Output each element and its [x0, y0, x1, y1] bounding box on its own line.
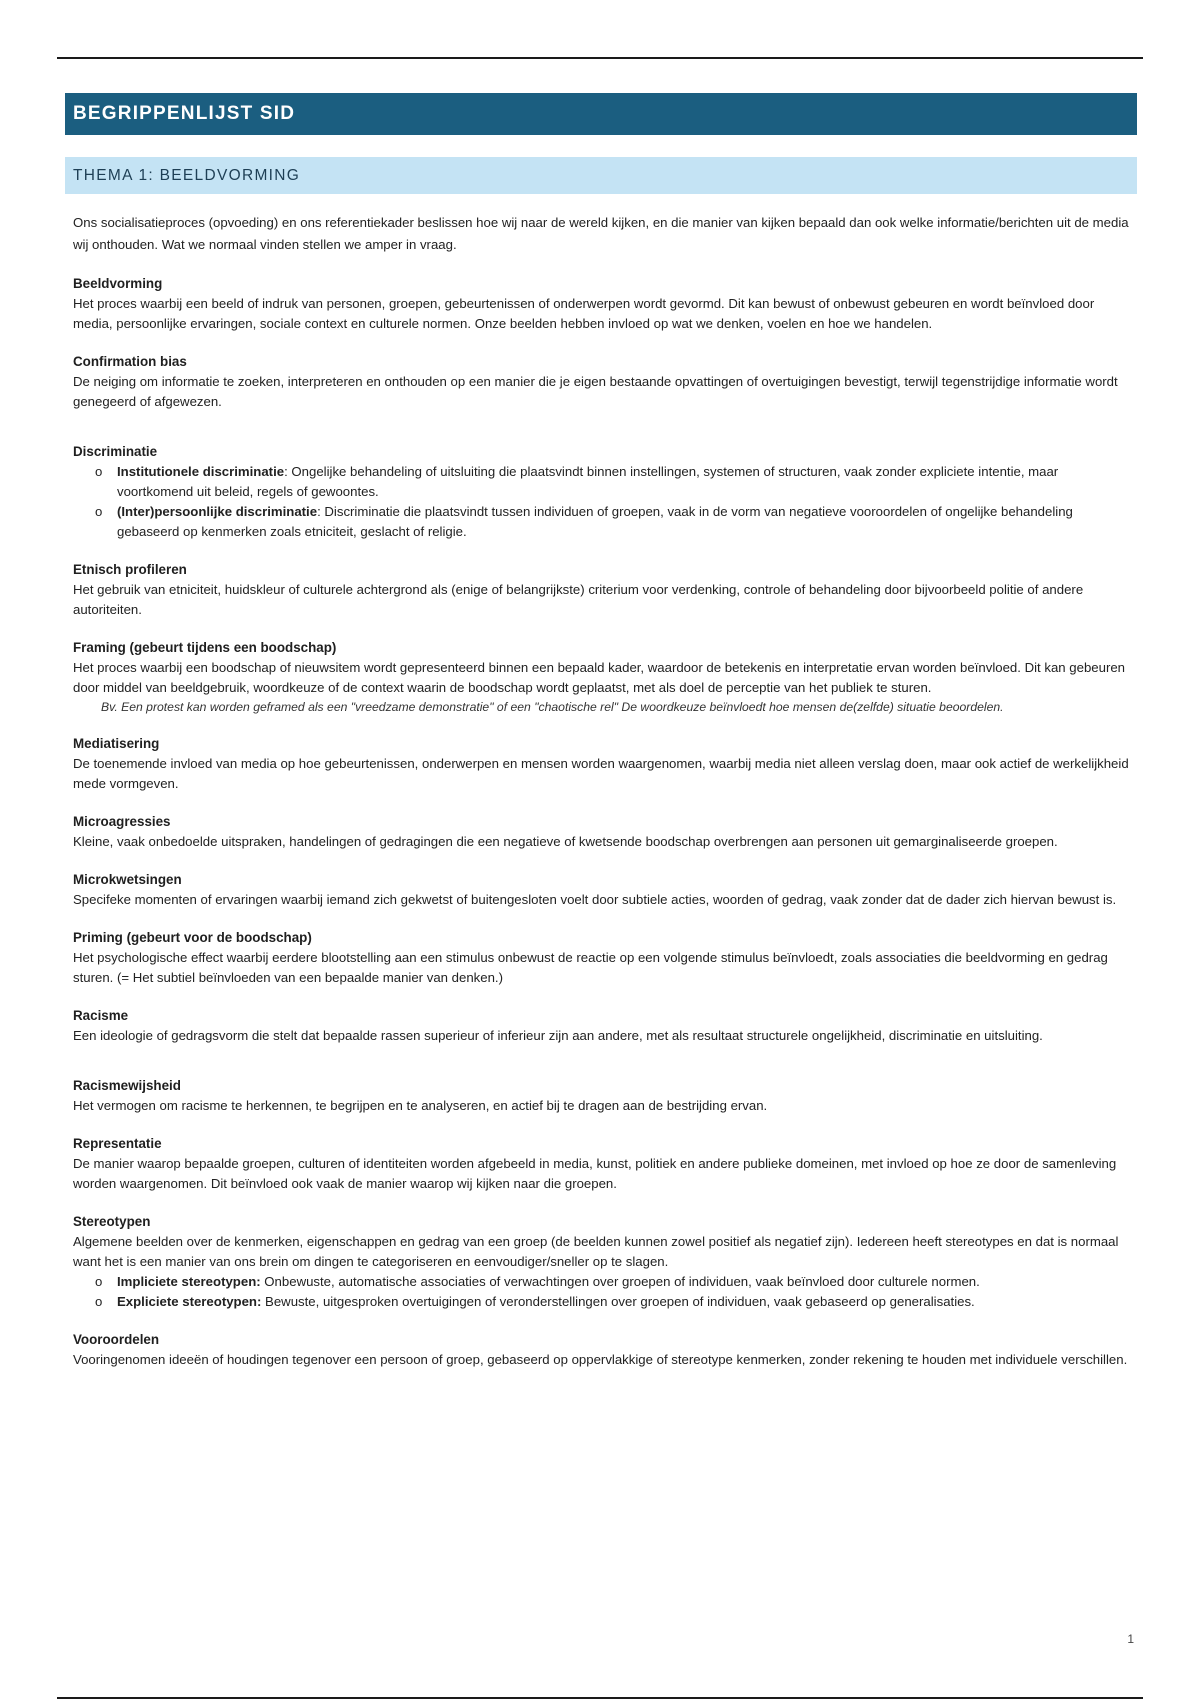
glossary-entry-microkwetsingen: [73, 870, 1129, 910]
entry-bullet-list: [73, 1272, 1129, 1312]
glossary-entry-framing: [73, 638, 1129, 716]
bullet-text: : Ongelijke behandeling of uitsluiting die plaatsvindt binnen instellingen, systemen of structuren, vaak zonder expliciete intentie, maar voortkomend uit beleid, regels of gewoontes.: [117, 464, 1059, 499]
entry-definition: De toenemende invloed van media op hoe gebeurtenissen, onderwerpen en mensen worden waargenomen, waarbij media niet alleen verslag doen, maar ook actief de werkelijkheid mede vormgeven.: [73, 756, 1129, 791]
bullet-item: [95, 1272, 1129, 1292]
glossary-entry-mediatisering: [73, 734, 1129, 794]
entry-definition: Het psychologische effect waarbij eerdere blootstelling aan een stimulus onbewust de reactie op een volgende stimulus beïnvloedt, zoals associaties die beeldvorming en gedrag sturen. (= Het subtiel beïnvloeden van een bepaalde manier van denken.): [73, 950, 1108, 985]
entry-definition: Het proces waarbij een boodschap of nieuwsitem wordt gepresenteerd binnen een bepaald kader, waardoor de betekenis en interpretatie ervan worden beïnvloed. Dit kan gebeuren door middel van beeldgebruik, woordkeuze of de context waarin de boodschap wordt geplaatst, met als doel de perceptie van het publiek te sturen.: [73, 660, 1126, 695]
entry-term: Stereotypen: [73, 1214, 151, 1229]
bullet-term: Institutionele discriminatie: [117, 464, 285, 479]
bullet-marker: o: [95, 464, 103, 479]
bullet-marker: o: [95, 1294, 103, 1309]
top-rule: [57, 57, 1143, 59]
entry-term: Microkwetsingen: [73, 872, 182, 887]
glossary-entry-stereotypen: [73, 1212, 1129, 1312]
entry-definition: Het vermogen om racisme te herkennen, te begrijpen en te analyseren, en actief bij te dragen aan de bestrijding ervan.: [73, 1098, 768, 1113]
entry-term: Racismewijsheid: [73, 1078, 181, 1093]
entry-definition: Specifeke momenten of ervaringen waarbij iemand zich gekwetst of buitengesloten voelt door subtiele acties, woorden of gedrag, vaak zonder dat de dader zich hiervan bewust is.: [73, 892, 1117, 907]
bullet-item: [95, 502, 1129, 542]
glossary-entry-confirmation-bias: [73, 352, 1129, 412]
entry-term: Discriminatie: [73, 444, 158, 459]
glossary-entry-discriminatie: [73, 442, 1129, 542]
bullet-term: (Inter)persoonlijke discriminatie: [117, 504, 318, 519]
theme-heading: THEMA 1: BEELDVORMING: [65, 157, 1137, 194]
entry-definition: De neiging om informatie te zoeken, interpreteren en onthouden op een manier die je eigen bestaande opvattingen of overtuigingen bevestigt, terwijl tegenstrijdige informatie wordt genegeerd of afgewezen.: [73, 374, 1118, 409]
document-title: BEGRIPPENLIJST SID: [65, 93, 1137, 135]
entry-term: Representatie: [73, 1136, 162, 1151]
entry-definition: Het proces waarbij een beeld of indruk van personen, groepen, gebeurtenissen of onderwerpen wordt gevormd. Dit kan bewust of onbewust gebeuren en wordt beïnvloed door media, persoonlijke ervaringen, sociale context en culturele normen. Onze beelden hebben invloed op wat we denken, voelen en hoe we handelen.: [73, 296, 1095, 331]
glossary-entry-racismewijsheid: [73, 1076, 1129, 1116]
glossary-entry-racisme: [73, 1006, 1129, 1046]
glossary-entry-vooroordelen: [73, 1330, 1129, 1370]
bullet-term: Impliciete stereotypen:: [117, 1274, 261, 1289]
glossary-entry-microagressies: [73, 812, 1129, 852]
entry-term: Framing (gebeurt tijdens een boodschap): [73, 640, 337, 655]
entry-term: Priming (gebeurt voor de boodschap): [73, 930, 312, 945]
entry-term: Mediatisering: [73, 736, 160, 751]
glossary-entry-priming: [73, 928, 1129, 988]
bullet-marker: o: [95, 504, 103, 519]
page-number: 1: [1127, 1632, 1134, 1646]
entry-definition: Een ideologie of gedragsvorm die stelt dat bepaalde rassen superieur of inferieur zijn aan andere, met als resultaat structurele ongelijkheid, discriminatie en uitsluiting.: [73, 1028, 1043, 1043]
glossary-entry-etnisch-profileren: [73, 560, 1129, 620]
entry-term: Microagressies: [73, 814, 171, 829]
entry-definition: Vooringenomen ideeën of houdingen tegenover een persoon of groep, gebaseerd op oppervlakkige of stereotype kenmerken, zonder rekening te houden met individuele verschillen.: [73, 1352, 1128, 1367]
entry-term: Vooroordelen: [73, 1332, 160, 1347]
bullet-text: Bewuste, uitgesproken overtuigingen of veronderstellingen over groepen of individuen, vaak gebaseerd op generalisaties.: [261, 1294, 975, 1309]
bottom-rule: [57, 1697, 1143, 1699]
bullet-text: : Discriminatie die plaatsvindt tussen individuen of groepen, vaak in de vorm van negatieve vooroordelen of ongelijke behandeling gebaseerd op kenmerken zoals etniciteit, geslacht of religie.: [117, 504, 1073, 539]
glossary-entry-representatie: [73, 1134, 1129, 1194]
entry-definition: Algemene beelden over de kenmerken, eigenschappen en gedrag van een groep (de beelden kunnen zowel positief als negatief zijn). Iedereen heeft stereotypes en dat is normaal want het is een manier van ons brein om dingen te categoriseren en eenvoudiger/sneller op te slagen.: [73, 1234, 1119, 1269]
entry-example: Bv. Een protest kan worden geframed als een "vreedzame demonstratie" of een "chaotische rel" De woordkeuze beïnvloedt hoe mensen de(zelfde) situatie beoordelen.: [101, 700, 1004, 714]
bullet-term: Expliciete stereotypen:: [117, 1294, 262, 1309]
entry-term: Etnisch profileren: [73, 562, 187, 577]
glossary-entry-beeldvorming: [73, 274, 1129, 334]
bullet-item: [95, 1292, 1129, 1312]
entry-definition: Het gebruik van etniciteit, huidskleur of culturele achtergrond als (enige of belangrijkste) criterium voor verdenking, controle of behandeling door bijvoorbeeld politie of andere autoriteiten.: [73, 582, 1084, 617]
bullet-item: [95, 462, 1129, 502]
entry-definition: Kleine, vaak onbedoelde uitspraken, handelingen of gedragingen die een negatieve of kwetsende boodschap overbrengen aan personen uit gemarginaliseerde groepen.: [73, 834, 1058, 849]
bullet-marker: o: [95, 1274, 103, 1289]
intro-paragraph: Ons socialisatieproces (opvoeding) en ons referentiekader beslissen hoe wij naar de wereld kijken, en die manier van kijken bepaald dan ook welke informatie/berichten uit de media wij onthouden. Wat we normaal vinden stellen we amper in vraag.: [73, 215, 1129, 252]
bullet-text: Onbewuste, automatische associaties of verwachtingen over groepen of individuen, vaak beïnvloed door culturele normen.: [260, 1274, 980, 1289]
entry-term: Beeldvorming: [73, 276, 163, 291]
entry-bullet-list: [73, 462, 1129, 542]
document-body: [65, 93, 1137, 1370]
entry-term: Confirmation bias: [73, 354, 187, 369]
entry-definition: De manier waarop bepaalde groepen, culturen of identiteiten worden afgebeeld in media, kunst, politiek en andere publieke domeinen, met invloed op hoe ze door de samenleving worden waargenomen. Dit beïnvloed ook vaak de manier waarop wij kijken naar die groepen.: [73, 1156, 1117, 1191]
entry-term: Racisme: [73, 1008, 129, 1023]
glossary-list: [73, 274, 1129, 1370]
